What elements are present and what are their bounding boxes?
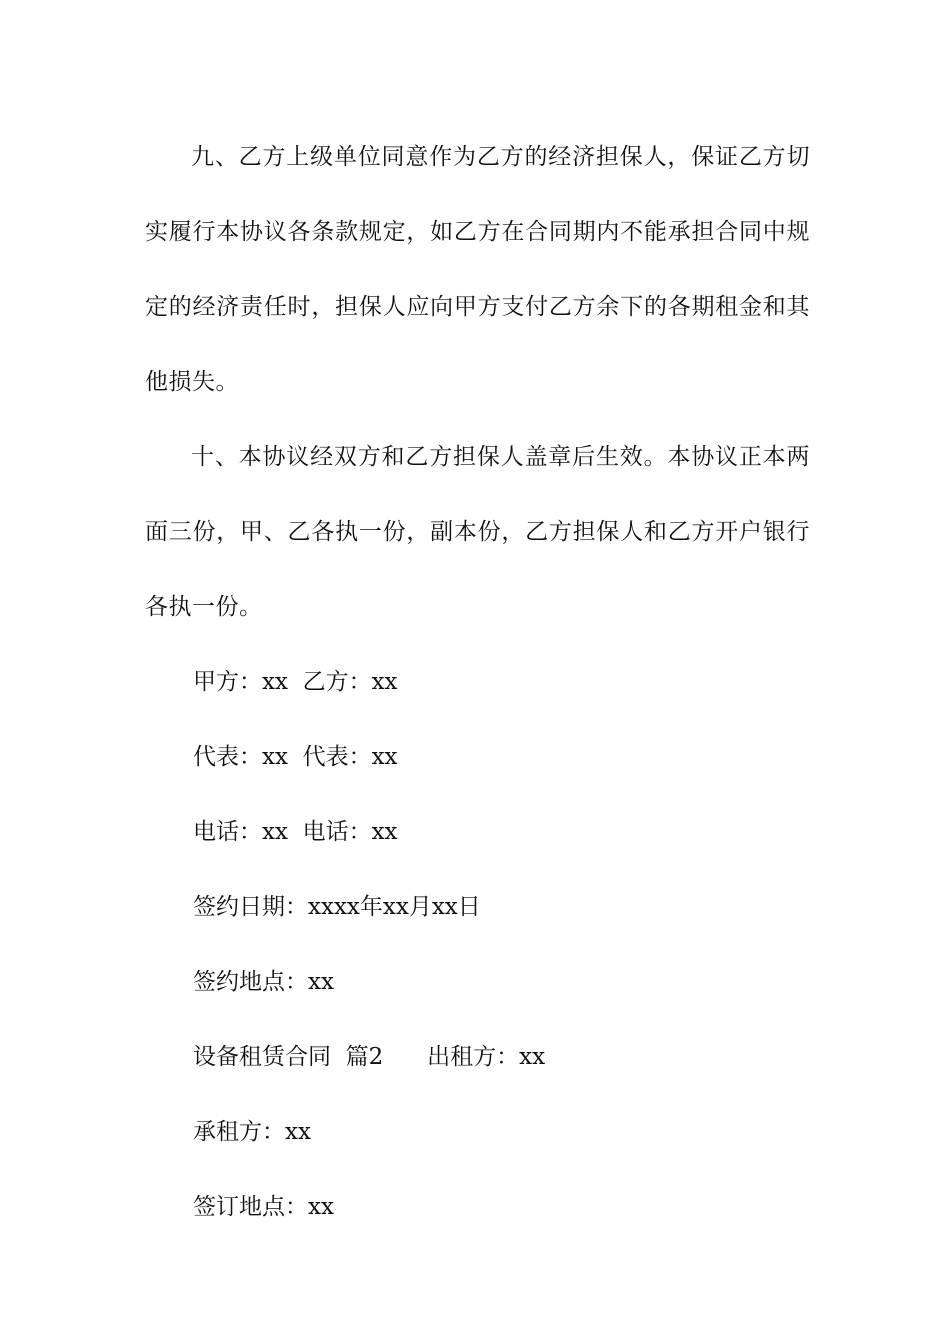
phone-line: 电话：xx 电话：xx [193,819,398,845]
sign-place-line: 签约地点：xx [193,969,334,995]
clause-10-paragraph: 十、本协议经双方和乙方担保人盖章后生效。本协议正本两面三份，甲、乙各执一份，副本份，乙方担保人和乙方开户银行各执一份。 [145,444,810,620]
contract-2-sign-place-line: 签订地点：xx [193,1194,334,1220]
clause-9-paragraph: 九、乙方上级单位同意作为乙方的经济担保人，保证乙方切实履行本协议各条款规定，如乙方在合同期内不能承担合同中规定的经济责任时，担保人应向甲方支付乙方余下的各期租金和其他损失。 [145,144,810,395]
sign-date-line: 签约日期：xxxx年xx月xx日 [193,894,481,920]
contract-2-heading-line: 设备租赁合同 篇2 出租方：xx [193,1044,546,1070]
document-body [145,120,810,1245]
lessee-line: 承租方：xx [193,1119,311,1145]
party-line: 甲方：xx 乙方：xx [193,669,398,695]
representative-line: 代表：xx 代表：xx [193,744,398,770]
